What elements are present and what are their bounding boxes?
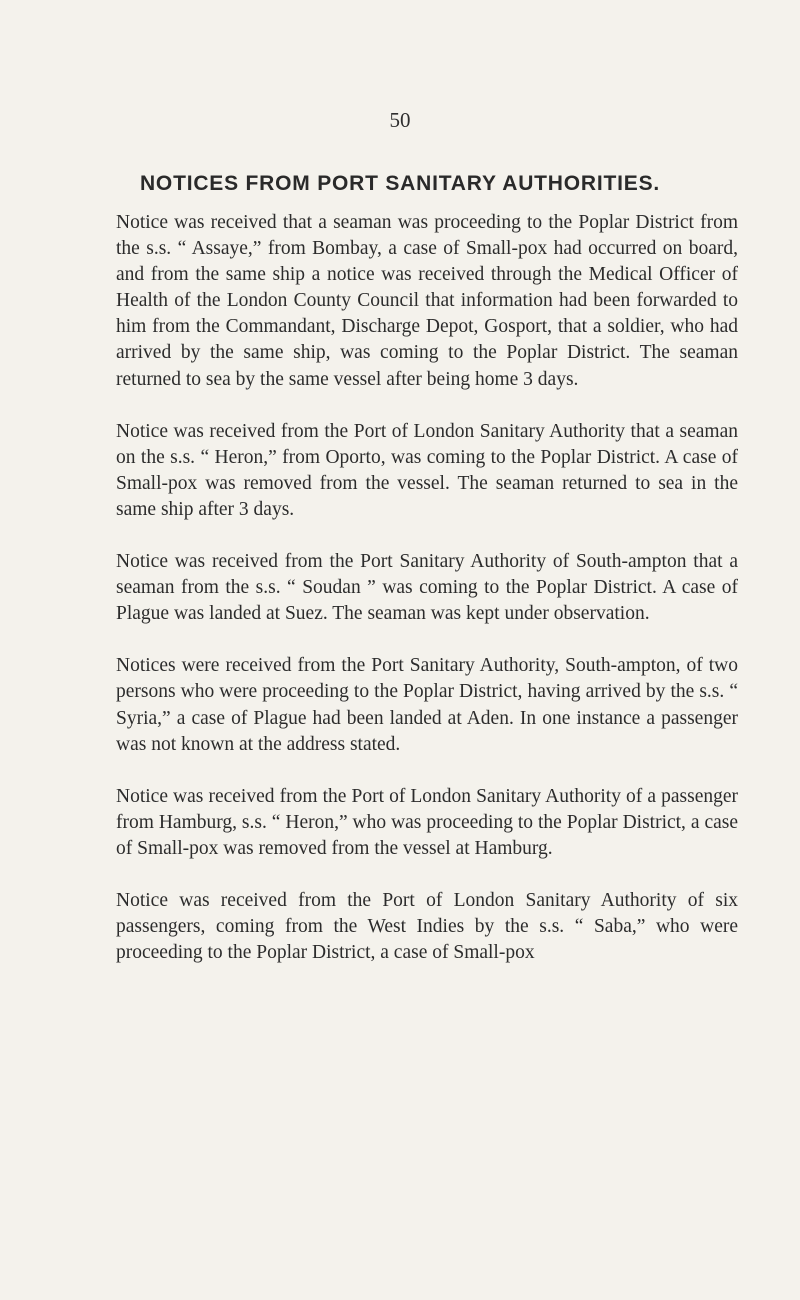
body-text (116, 210, 738, 992)
paragraph-assaye: Notice was received that a seaman was proceeding to the Poplar District from the s.s. “ Assaye,” from Bombay, a case of Small-pox had occurred on board, and from the same ship a notice was received through the Medical Officer of Health of the London County Council that information had been forwarded to him from the Commandant, Discharge Depot, Gosport, that a soldier, who had arrived by the same ship, was coming to the Poplar District. The seaman returned to sea by the same vessel after being home 3 days. (116, 212, 738, 390)
paragraph-saba: Notice was received from the Port of London Sanitary Authority of six passengers, coming from the West Indies by the s.s. “ Saba,” who were proceeding to the Poplar District, a case of Small-pox (116, 889, 738, 964)
section-heading: NOTICES FROM PORT SANITARY AUTHORITIES. (139, 172, 661, 195)
paragraph-syria: Notices were received from the Port Sanitary Authority, South-ampton, of two persons who were proceeding to the Poplar District, having arrived by the s.s. “ Syria,” a case of Plague had been landed at Aden. In one instance a passenger was not known at the address stated. (116, 655, 738, 755)
paragraph-heron-hamburg: Notice was received from the Port of London Sanitary Authority of a passenger from Hamburg, s.s. “ Heron,” who was proceeding to the Poplar District, a case of Small-pox was removed from the vessel at Hamburg. (116, 785, 738, 859)
paragraph-soudan: Notice was received from the Port Sanitary Authority of South-ampton that a seaman from the s.s. “ Soudan ” was coming to the Poplar District. A case of Plague was landed at Suez. The seaman was kept under observation. (116, 551, 738, 625)
paragraph-heron-oporto: Notice was received from the Port of London Sanitary Authority that a seaman on the s.s. “ Heron,” from Oporto, was coming to the Poplar District. A case of Small-pox was removed from the vessel. The seaman returned to sea in the same ship after 3 days. (116, 420, 738, 520)
page-number: 50 (389, 108, 411, 132)
